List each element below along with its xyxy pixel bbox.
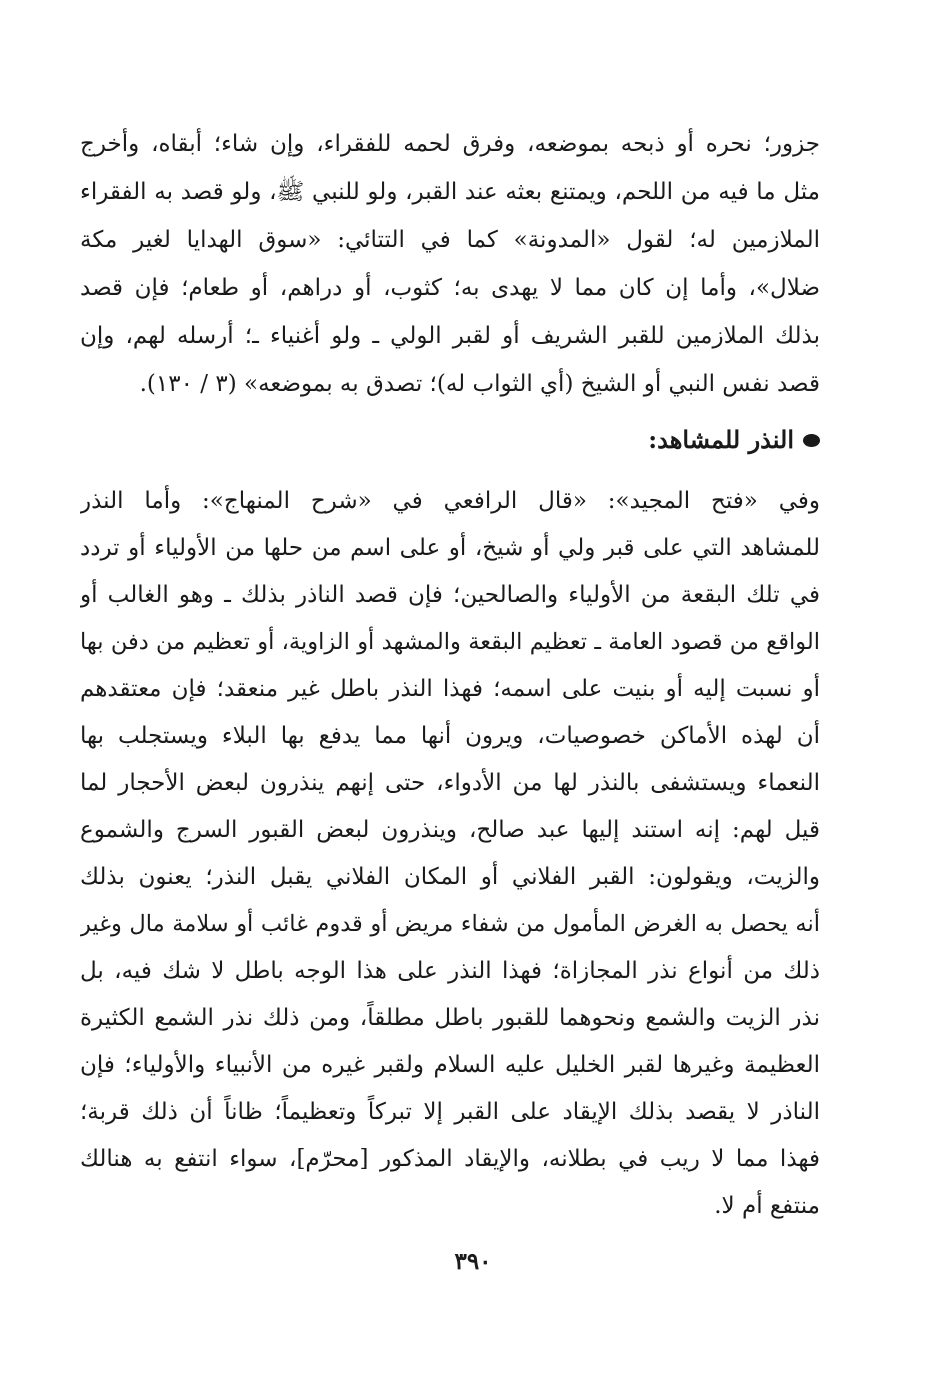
- text-line: فهذا مما لا ريب في بطلانه، والإيقاد المذكور [محرّم]، سواء انتفع به هنالك: [80, 1146, 820, 1172]
- text-line: مثل ما فيه من اللحم، ويمتنع بعثه عند القبر، ولو للنبي ﷺ، ولو قصد به الفقراء: [80, 179, 820, 205]
- text-line: أنه يحصل به الغرض المأمول من شفاء مريض أو قدوم غائب أو سلامة مال وغير: [80, 911, 820, 937]
- text-line: أن لهذه الأماكن خصوصيات، ويرون أنها مما يدفع بها البلاء ويستجلب بها: [80, 723, 820, 749]
- text-line: للمشاهد التي على قبر ولي أو شيخ، أو على اسم من حلها من الأولياء أو تردد: [80, 535, 820, 561]
- page-number: ٣٩٠: [454, 1248, 492, 1275]
- text-line: ضلال»، وأما إن كان مما لا يهدى به؛ كثوب، أو دراهم، أو طعام؛ فإن قصد: [80, 275, 820, 301]
- text-line: نذر الزيت والشمع ونحوهما للقبور باطل مطلقاً، ومن ذلك نذر الشمع الكثيرة: [80, 1005, 820, 1031]
- text-line: العظيمة وغيرها لقبر الخليل عليه السلام ولقبر غيره من الأنبياء والأولياء؛ فإن: [80, 1052, 820, 1078]
- text-line: وفي «فتح المجيد»: «قال الرافعي في «شرح المنهاج»: وأما النذر: [80, 488, 820, 514]
- text-line: والزيت، ويقولون: القبر الفلاني أو المكان الفلاني يقبل النذر؛ يعنون بذلك: [80, 864, 820, 890]
- paragraph-2: [80, 477, 820, 1247]
- text-line: النعماء ويستشفى بالنذر لها من الأدواء، حتى إنهم ينذرون لبعض الأحجار لما: [80, 770, 820, 796]
- bullet-icon: [803, 434, 820, 447]
- text-line: الواقع من قصود العامة ـ تعظيم البقعة والمشهد أو الزاوية، أو تعظيم من دفن بها: [80, 629, 820, 655]
- text-line: قصد نفس النبي أو الشيخ (أي الثواب له)؛ تصدق به بموضعه» (٣ / ١٣٠).: [139, 371, 820, 397]
- text-line: أو نسبت إليه أو بنيت على اسمه؛ فهذا النذر باطل غير منعقد؛ فإن معتقدهم: [80, 676, 820, 702]
- section-heading: [648, 416, 820, 464]
- text-line: منتفع أم لا.: [714, 1193, 820, 1219]
- text-line: جزور؛ نحره أو ذبحه بموضعه، وفرق لحمه للفقراء، وإن شاء؛ أبقاه، وأخرج: [80, 131, 820, 157]
- text-line: الناذر لا يقصد بذلك الإيقاد على القبر إلا تبركاً وتعظيماً؛ ظاناً أن ذلك قربة؛: [80, 1099, 820, 1125]
- text-line: قيل لهم: إنه استند إليها عبد صالح، وينذرون لبعض القبور السرج والشموع: [80, 817, 820, 843]
- text-line: في تلك البقعة من الأولياء والصالحين؛ فإن قصد الناذر بذلك ـ وهو الغالب أو: [80, 582, 820, 608]
- text-line: الملازمين له؛ لقول «المدونة» كما في التتائي: «سوق الهدايا لغير مكة: [80, 227, 820, 253]
- text-line: بذلك الملازمين للقبر الشريف أو لقبر الولي ـ ولو أغنياء ـ؛ أرسله لهم، وإن: [80, 323, 820, 349]
- paragraph-1: [80, 120, 820, 410]
- section-heading-text: النذر للمشاهد:: [648, 425, 794, 454]
- section-heading-block: [80, 416, 820, 466]
- text-line: ذلك من أنواع نذر المجازاة؛ فهذا النذر على هذا الوجه باطل لا شك فيه، بل: [80, 958, 820, 984]
